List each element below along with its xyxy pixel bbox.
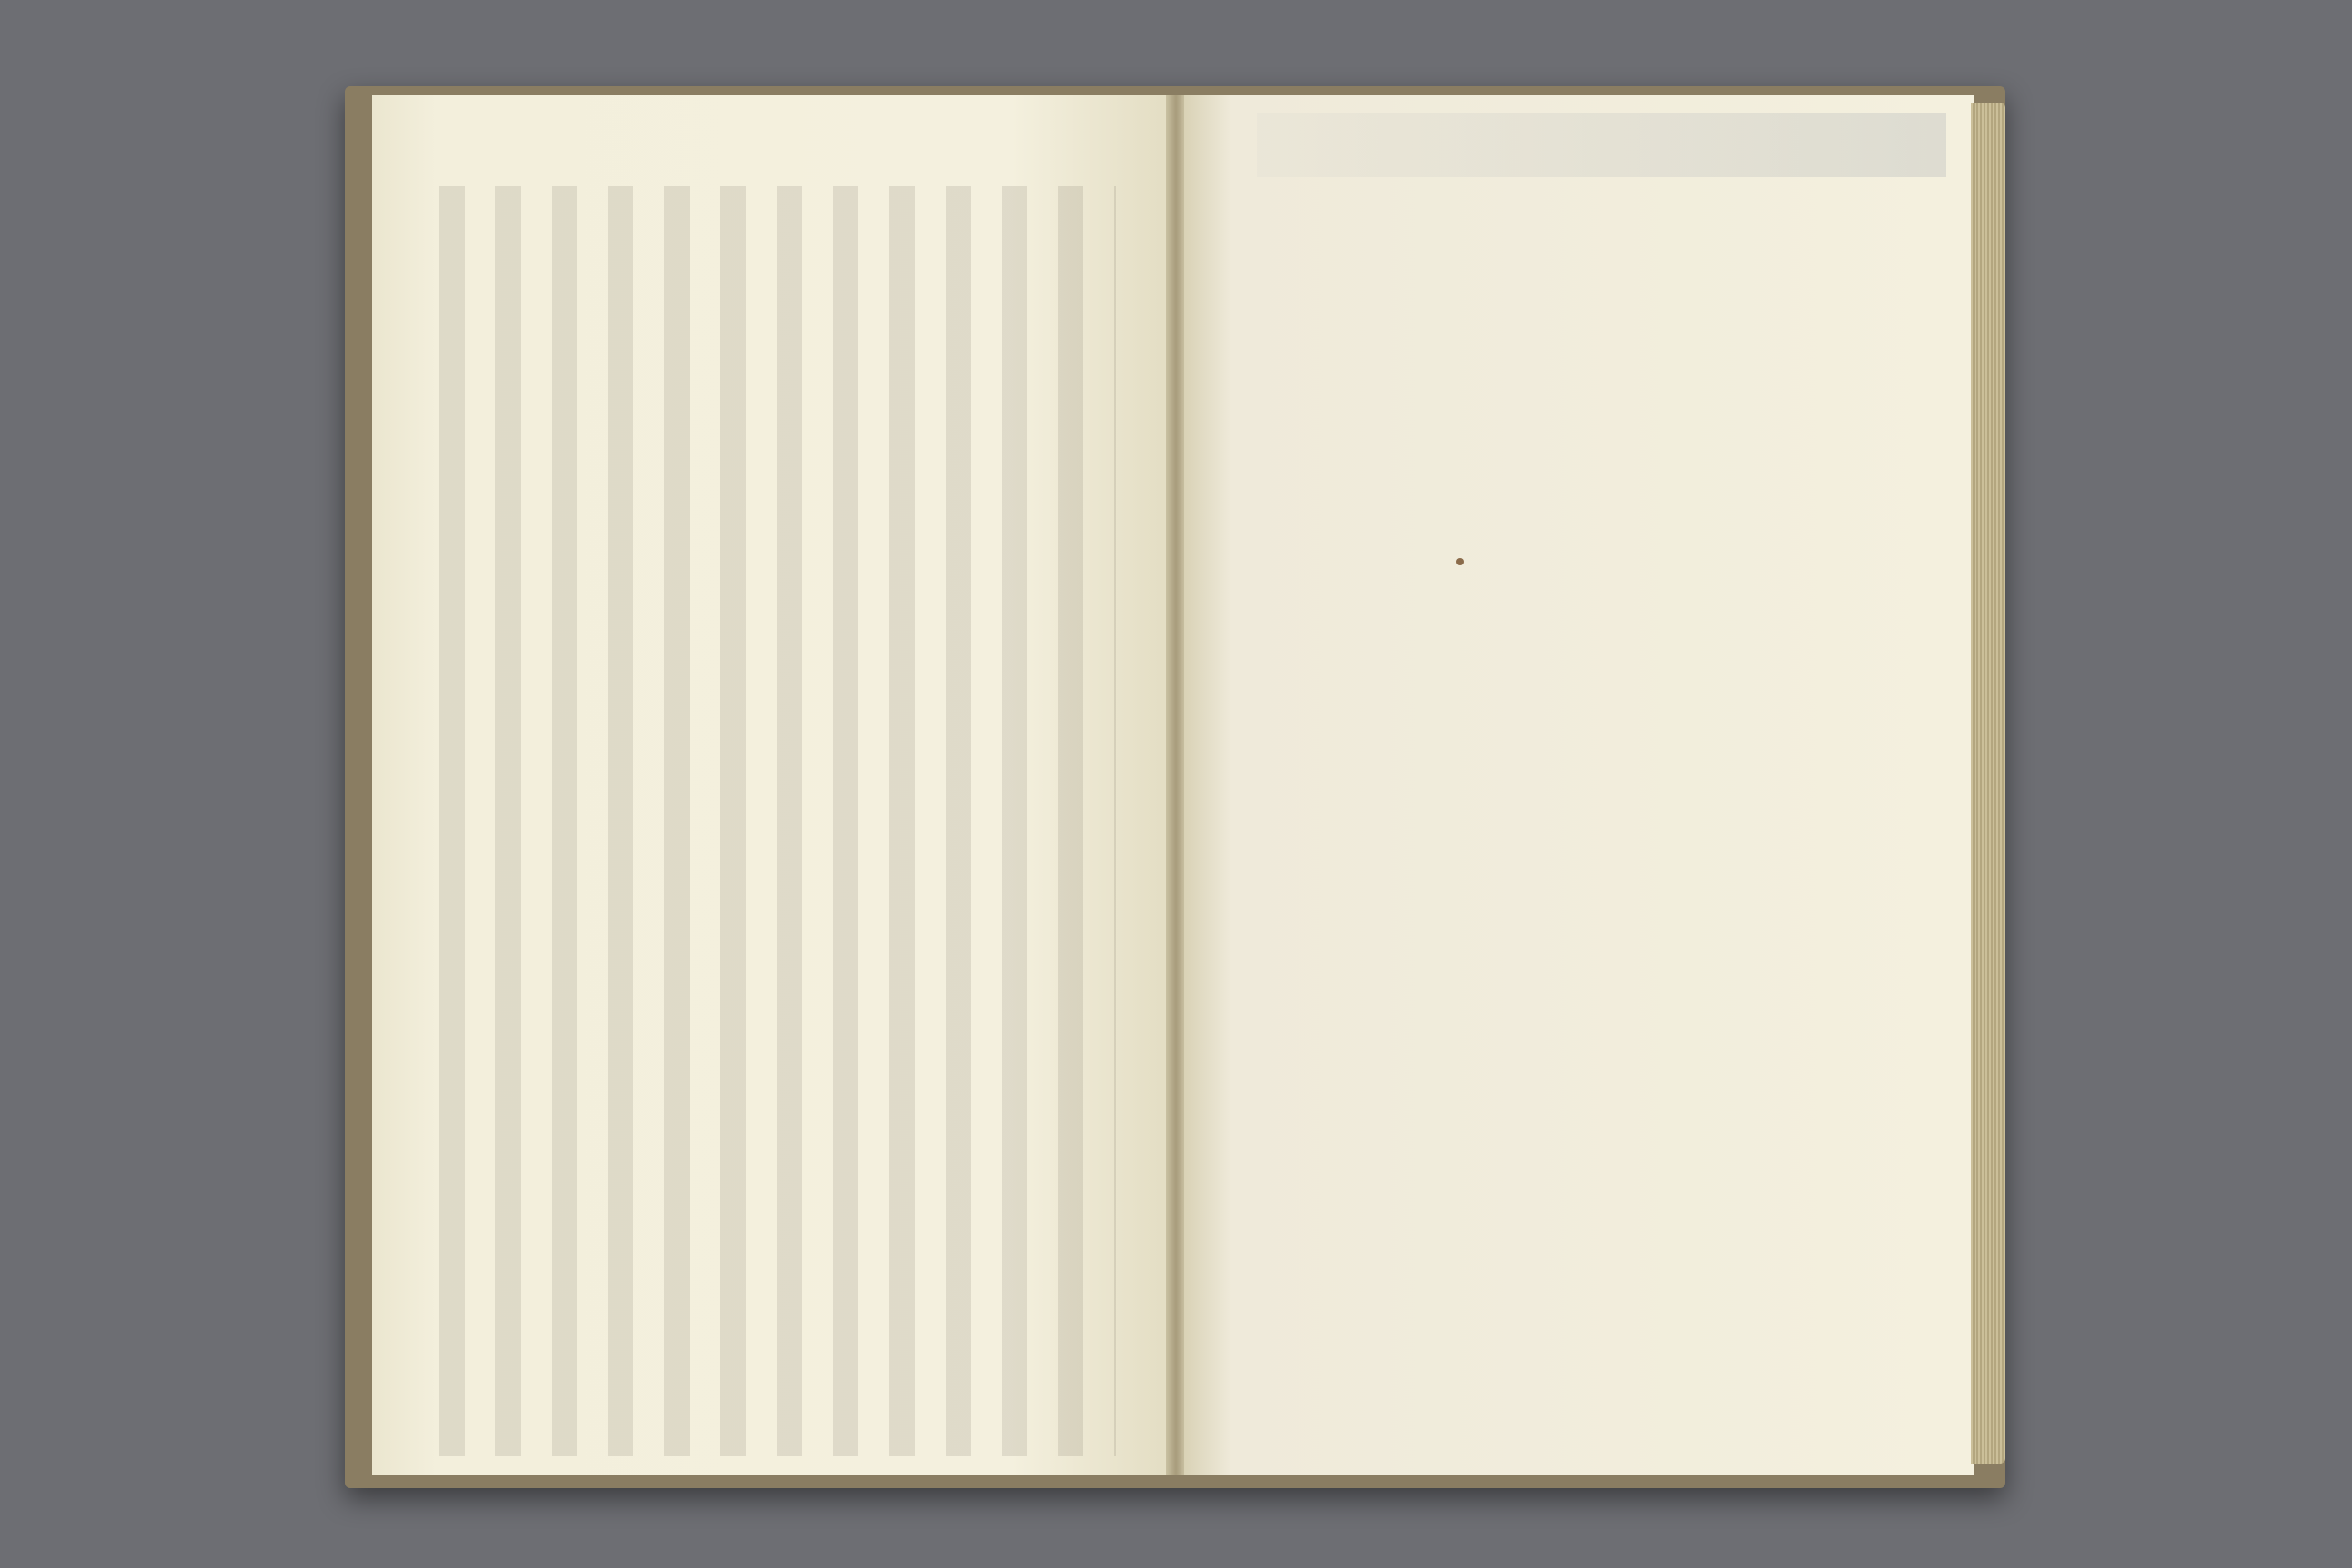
right-page bbox=[1184, 95, 1974, 1475]
left-page-header bbox=[390, 103, 1152, 175]
right-page-header-bleedthrough bbox=[1257, 113, 1946, 177]
book-gutter bbox=[1166, 95, 1186, 1475]
page-edges bbox=[1971, 103, 2005, 1464]
left-page bbox=[372, 95, 1171, 1475]
paper-stain bbox=[1456, 558, 1464, 565]
open-book bbox=[345, 86, 2005, 1488]
handwritten-text-columns bbox=[426, 186, 1116, 1456]
